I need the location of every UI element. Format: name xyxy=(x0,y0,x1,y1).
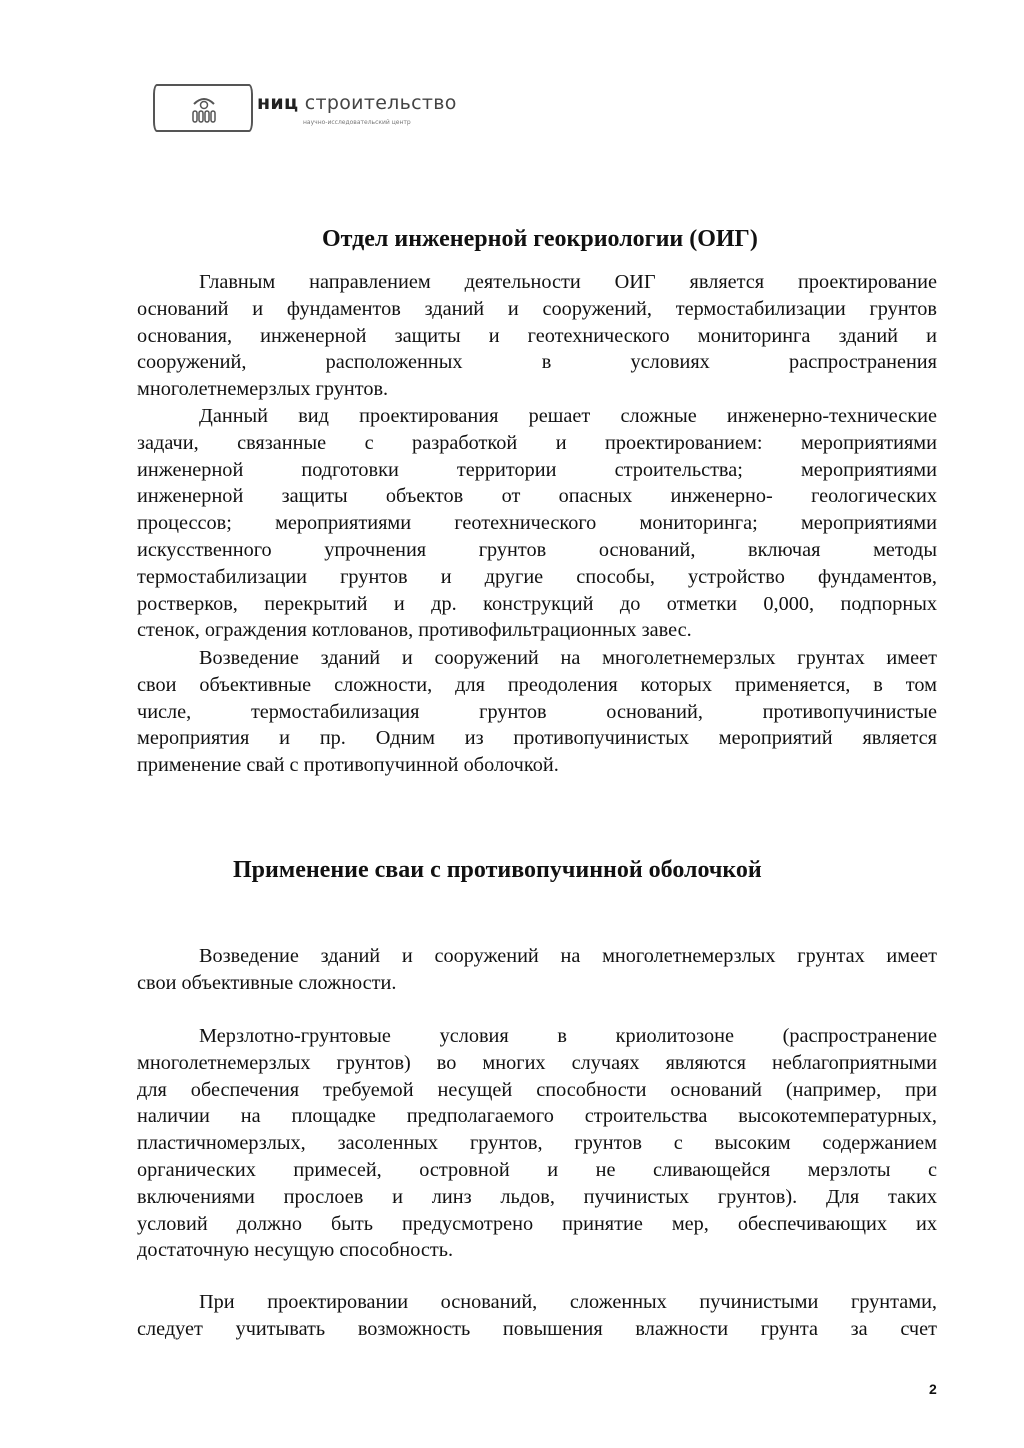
text-line: ростверков, перекрытий и др. конструкций до отметки 0,000, подпорных xyxy=(137,592,937,615)
logo-bold: ниц xyxy=(257,92,299,114)
paragraph-1 xyxy=(137,269,937,403)
company-logo xyxy=(153,82,463,132)
paragraph-3 xyxy=(137,645,937,779)
text-line: Возведение зданий и сооружений на многолетнемерзлых грунтах имеет xyxy=(199,647,937,669)
text-line: многолетнемерзлых грунтов. xyxy=(137,378,389,401)
text-line: числе, термостабилизация грунтов оснований, противопучинистые xyxy=(137,700,937,723)
text-line: органических примесей, островной и не сливающейся мерзлоты с xyxy=(137,1158,937,1181)
paragraph-5 xyxy=(137,1023,937,1264)
text-line: стенок, ограждения котлованов, противофильтрационных завес. xyxy=(137,619,692,642)
heading-department: Отдел инженерной геокриологии (ОИГ) xyxy=(322,226,758,252)
paragraph-4 xyxy=(137,943,937,997)
text-line: процессов; мероприятиями геотехнического мониторинга; мероприятиями xyxy=(137,512,937,535)
text-line: включениями прослоев и линз льдов, пучинистых грунтов). Для таких xyxy=(137,1185,937,1208)
text-line: достаточную несущую способность. xyxy=(137,1239,454,1262)
page-number: 2 xyxy=(929,1381,937,1397)
paragraph-6 xyxy=(137,1289,937,1343)
text-line: Мерзлотно-грунтовые условия в криолитозоне (распространение xyxy=(199,1025,937,1047)
text-line: основания, инженерной защиты и геотехнического мониторинга зданий и xyxy=(137,324,937,347)
text-line: следует учитывать возможность повышения влажности грунта за счет xyxy=(137,1317,937,1340)
text-line: Возведение зданий и сооружений на многолетнемерзлых грунтах имеет xyxy=(199,945,937,967)
text-line: Главным направлением деятельности ОИГ является проектирование xyxy=(199,271,937,293)
text-line: инженерной подготовки территории строительства; мероприятиями xyxy=(137,458,937,481)
building-icon xyxy=(191,94,217,124)
text-line: применение свай с противопучинной оболочкой. xyxy=(137,754,559,777)
text-line: сооружений, расположенных в условиях распространения xyxy=(137,351,937,374)
heading-pile-application: Применение сваи с противопучинной оболочкой xyxy=(233,857,762,883)
text-line: При проектировании оснований, сложенных пучинистыми грунтами, xyxy=(199,1291,937,1313)
logo-title xyxy=(257,92,457,114)
logo-emblem xyxy=(153,84,253,132)
text-line: искусственного упрочнения грунтов оснований, включая методы xyxy=(137,538,937,561)
text-line: условий должно быть предусмотрено принятие мер, обеспечивающих их xyxy=(137,1212,937,1235)
text-line: пластичномерзлых, засоленных грунтов, грунтов с высоким содержанием xyxy=(137,1132,937,1155)
text-line: термостабилизации грунтов и другие способы, устройство фундаментов, xyxy=(137,565,937,588)
text-line: задачи, связанные с разработкой и проектированием: мероприятиями xyxy=(137,431,937,454)
text-line: многолетнемерзлых грунтов) во многих случаях являются неблагоприятными xyxy=(137,1051,937,1074)
text-line: свои объективные сложности. xyxy=(137,971,397,994)
text-line: оснований и фундаментов зданий и сооружений, термостабилизации грунтов xyxy=(137,297,937,320)
paragraph-2 xyxy=(137,403,937,644)
text-line: наличии на площадке предполагаемого строительства высокотемпературных, xyxy=(137,1105,937,1128)
text-line: инженерной защиты объектов от опасных инженерно- геологических xyxy=(137,485,937,508)
logo-subtitle: научно-исследовательский центр xyxy=(303,119,411,126)
text-line: для обеспечения требуемой несущей способности оснований (например, при xyxy=(137,1078,937,1101)
logo-text: строительство xyxy=(304,92,457,114)
text-line: свои объективные сложности, для преодоления которых применяется, в том xyxy=(137,673,937,696)
text-line: Данный вид проектирования решает сложные инженерно-технические xyxy=(199,405,937,427)
text-line: мероприятия и пр. Одним из противопучинистых мероприятий является xyxy=(137,727,937,750)
